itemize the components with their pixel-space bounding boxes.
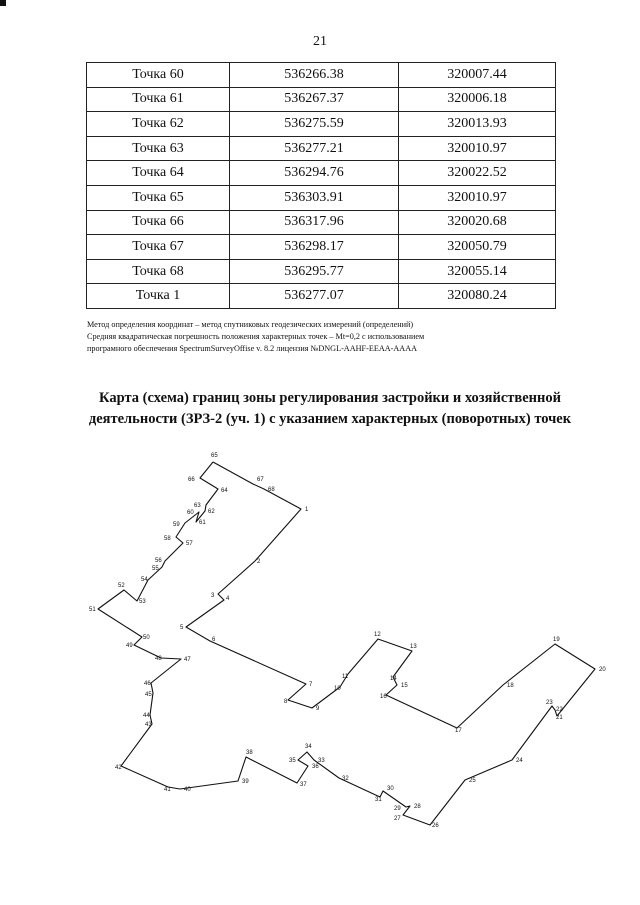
point-label: 29 <box>394 806 401 812</box>
point-name-cell: Точка 63 <box>87 136 230 161</box>
point-label: 13 <box>410 644 417 650</box>
point-label: 64 <box>221 488 228 494</box>
point-label: 34 <box>305 744 312 750</box>
point-label: 37 <box>300 782 307 788</box>
point-name-cell: Точка 60 <box>87 63 230 88</box>
point-label: 18 <box>507 683 514 689</box>
point-label: 58 <box>164 536 171 542</box>
point-label: 48 <box>155 656 162 662</box>
point-label: 59 <box>173 522 180 528</box>
point-label: 44 <box>143 713 150 719</box>
zone-boundary-line <box>98 462 595 825</box>
point-label: 53 <box>139 599 146 605</box>
point-label: 16 <box>380 694 387 700</box>
x-coordinate-cell: 536298.17 <box>230 235 399 260</box>
point-label: 24 <box>516 758 523 764</box>
point-label: 27 <box>394 816 401 822</box>
y-coordinate-cell: 320080.24 <box>399 284 556 309</box>
point-label: 52 <box>118 583 125 589</box>
point-label: 60 <box>187 510 194 516</box>
point-label: 8 <box>284 699 288 705</box>
point-label: 1 <box>305 507 309 513</box>
point-label: 30 <box>387 786 394 792</box>
x-coordinate-cell: 536267.37 <box>230 87 399 112</box>
point-label: 25 <box>469 778 476 784</box>
point-name-cell: Точка 62 <box>87 112 230 137</box>
point-name-cell: Точка 1 <box>87 284 230 309</box>
point-label: 22 <box>556 707 563 713</box>
point-label: 9 <box>316 706 320 712</box>
y-coordinate-cell: 320010.97 <box>399 185 556 210</box>
point-label: 57 <box>186 541 193 547</box>
y-coordinate-cell: 320020.68 <box>399 210 556 235</box>
point-label: 17 <box>455 728 462 734</box>
point-label: 3 <box>211 593 215 599</box>
point-label: 39 <box>242 779 249 785</box>
x-coordinate-cell: 536294.76 <box>230 161 399 186</box>
point-label: 45 <box>145 692 152 698</box>
y-coordinate-cell: 320050.79 <box>399 235 556 260</box>
point-label: 54 <box>141 577 148 583</box>
point-label: 31 <box>375 797 382 803</box>
point-label: 11 <box>342 674 349 680</box>
point-name-cell: Точка 64 <box>87 161 230 186</box>
y-coordinate-cell: 320006.18 <box>399 87 556 112</box>
y-coordinate-cell: 320007.44 <box>399 63 556 88</box>
point-label: 49 <box>126 643 133 649</box>
x-coordinate-cell: 536277.21 <box>230 136 399 161</box>
point-label: 63 <box>194 503 201 509</box>
point-label: 56 <box>155 558 162 564</box>
y-coordinate-cell: 320013.93 <box>399 112 556 137</box>
point-labels <box>89 453 606 829</box>
point-label: 46 <box>144 681 151 687</box>
y-coordinate-cell: 320022.52 <box>399 161 556 186</box>
point-label: 5 <box>180 625 184 631</box>
point-label: 10 <box>334 686 341 692</box>
point-name-cell: Точка 68 <box>87 259 230 284</box>
note-line: програмного обеспечения SpectrumSurveyOffise v. 8.2 лицензия №DNGL-AAHF-EEAA-AAAA <box>87 344 418 353</box>
point-label: 47 <box>184 657 191 663</box>
point-label: 67 <box>257 477 264 483</box>
point-name-cell: Точка 65 <box>87 185 230 210</box>
point-label: 42 <box>115 765 122 771</box>
point-label: 7 <box>309 682 313 688</box>
point-label: 4 <box>226 596 230 602</box>
map-title-line: деятельности (ЗРЗ-2 (уч. 1) с указанием характерных (поворотных) точек <box>88 411 572 427</box>
point-label: 38 <box>246 750 253 756</box>
x-coordinate-cell: 536317.96 <box>230 210 399 235</box>
point-label: 40 <box>184 787 191 793</box>
x-coordinate-cell: 536277.07 <box>230 284 399 309</box>
point-name-cell: Точка 66 <box>87 210 230 235</box>
point-label: 35 <box>289 758 296 764</box>
point-label: 19 <box>553 637 560 643</box>
point-label: 26 <box>432 823 439 829</box>
point-label: 41 <box>164 787 171 793</box>
note-line: Метод определения координат – метод спутниковых геодезических измерений (определений) <box>87 320 414 329</box>
point-label: 43 <box>145 722 152 728</box>
x-coordinate-cell: 536303.91 <box>230 185 399 210</box>
y-coordinate-cell: 320055.14 <box>399 259 556 284</box>
y-coordinate-cell: 320010.97 <box>399 136 556 161</box>
point-label: 12 <box>374 632 381 638</box>
point-label: 20 <box>599 667 606 673</box>
point-label: 21 <box>556 715 563 721</box>
x-coordinate-cell: 536275.59 <box>230 112 399 137</box>
point-label: 15 <box>401 683 408 689</box>
point-label: 6 <box>212 637 216 643</box>
point-label: 50 <box>143 635 150 641</box>
x-coordinate-cell: 536295.77 <box>230 259 399 284</box>
point-label: 36 <box>312 764 319 770</box>
point-label: 33 <box>318 758 325 764</box>
point-label: 62 <box>208 509 215 515</box>
point-label: 55 <box>152 566 159 572</box>
point-label: 23 <box>546 700 553 706</box>
point-name-cell: Точка 61 <box>87 87 230 112</box>
point-label: 66 <box>188 477 195 483</box>
point-label: 14 <box>390 676 397 682</box>
x-coordinate-cell: 536266.38 <box>230 63 399 88</box>
point-label: 2 <box>257 559 261 565</box>
point-label: 68 <box>268 487 275 493</box>
point-label: 28 <box>414 804 421 810</box>
map-title-line: Карта (схема) границ зоны регулирования застройки и хозяйственной <box>99 390 561 406</box>
point-label: 32 <box>342 776 349 782</box>
point-label: 51 <box>89 607 96 613</box>
page-number: 21 <box>313 34 327 49</box>
point-name-cell: Точка 67 <box>87 235 230 260</box>
point-label: 65 <box>211 453 218 459</box>
note-line: Средняя квадратическая погрешность положения характерных точек – Mt=0,2 с использованием <box>87 332 425 341</box>
point-label: 61 <box>199 520 206 526</box>
